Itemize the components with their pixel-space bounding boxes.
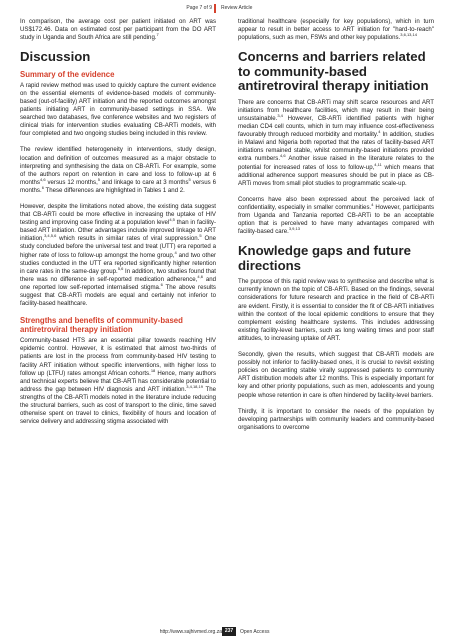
journal-url-link[interactable]: http://www.sajhivmed.org.za [159,629,222,635]
page-header [0,4,453,14]
continuation-paragraph: traditional healthcare (especially for key populations), which in turn appear to result in better access to ART initiation for "hard-to-reach" populations, such as men, FSWs and other key populations.$^{3,6,13,14}$ [238,18,434,42]
concerns-heading: Concerns and barriers related to community-based antiretroviral therapy initiation [238,49,429,94]
secondly-paragraph: Secondly, given the results, which suggest that CB-ARTi models are possibly not inferior to facility-based ones, it is crucial to revisit existing policies on decanting stable virally suppressed patients to community ART distribution models after 12 months. This is especially important for key and other priority populations, such as men, adolescents and young people whose retention in care is often hindered by facility-level barriers. [238,351,434,399]
concerns-paragraph: There are concerns that CB-ARTi may shift scarce resources and ART initiations from healthcare facilities, which may result in their being unsustainable.$^{3,4}$ However, CB-ARTi identified patients with higher median CD4 cell counts, which in turn may influence cost-effectiveness favourably through reduced morbidity and mortality.$^4$ In addition, studies in Malawi and Nigeria both reported that the rates of facility-based ART initiations remained stable, whilst community-based initiations provided extra numbers.$^{4,6}$ Another issue raised in the literature relates to the potential for increased rates of loss to follow-up,$^{4,11}$ which means that additional adherence support measures should be put in place as CB-ARTi moves from small pilot studies to programmatic scale-up. [238,98,435,187]
header-separator [214,4,216,13]
knowledge-gaps-paragraph: The purpose of this rapid review was to synthesise and describe what is currently known on the topic of CB-ARTi. Based on the findings, several considerations for future research and practice in the field of CB-ARTi are evident. Firstly, it is essential to consider the fit of CB-ARTi initiatives within the context of the local epidemic conditions to ensure that they complement existing healthcare systems. This includes addressing existing facility-level barriers, such as long waiting times and poor staff attitudes, to increasing uptake of ART. [238,278,434,342]
intro-paragraph: In comparison, the average cost per patient initiated on ART was US$172.46. Data on estimated cost per participant from the DO ART study in Uganda and South Africa are still pending.$^7$ [20,18,216,42]
page-footer [0,627,453,637]
page-number: 237 [222,627,236,636]
summary-heading: Summary of the evidence [20,69,115,79]
however-paragraph: However, despite the limitations noted above, the existing data suggest that CB-ARTi could be more effective in increasing the uptake of HIV testing and improving case finding at a population level$^{4,5}$ than in facility-based ART initiation. Other advantages include improved linkage to ART initiation,$^{3,4,5,6}$ which results in similar rates of viral suppression.$^5$ One study concluded before the universal test and treat (UTT) era reported a higher rate of loss to follow-up amongst the home group,$^4$ and two other studies conducted in the UTT era reported significantly higher retention in care rates in the same-day group.$^{5,6}$ In addition, two studies found that there was no difference in self-reported medication adherence,$^{4,6}$ and one reported low self-reported internalised stigma.$^6$ The above results suggest that CB-ARTi models are equal and certainly not inferior to facility-based healthcare. [20,203,216,308]
left-column [20,18,216,434]
heterogeneity-paragraph: The review identified heterogeneity in interventions, study design, location and definition of outcomes measured as a major obstacle to interpreting and synthesising the data on CB-ARTi. For example, some of the authors report on retention in care and loss to follow-up at 6 months$^{4,6}$ versus 12 months,$^5$ and linkage to care at 3 months$^5$ versus 6 months.$^6$ These differences are highlighted in Tables 1 and 2. [20,146,216,194]
knowledge-gaps-heading: Knowledge gaps and future directions [238,243,411,273]
article-type: Review Article [221,5,253,11]
page-indicator: Page 7 of 9 [186,5,212,11]
right-column [238,18,434,440]
thirdly-paragraph: Thirdly, it is important to consider the needs of the population by developing partnerships with community leaders and community-based organisations to overcome [238,407,434,431]
strengths-heading: Strengths and benefits of community-based antiretroviral therapy initiation [20,316,183,335]
confidentiality-paragraph: Concerns have also been expressed about the perceived lack of confidentiality, especially in smaller communities.$^4$ However, participants from Uganda and Tanzania reported CB-ARTi to be an acceptable option that is perceived to have many advantages compared with facility-based care.$^{3,9,13}$ [238,195,434,236]
open-access-label: Open Access [240,629,270,635]
discussion-heading: Discussion [20,49,91,65]
strengths-paragraph: Community-based HTS are an essential pillar towards reaching HIV epidemic control. However, it is estimated that almost two-thirds of patients are lost in the process from community-based HIV testing to facility ART initiation without specific interventions, with higher loss to follow up (LTFU) rates amongst African cohorts.$^{18}$ Hence, many authors and technical experts believe that CB-ARTi has considerable potential to address the gap between HIV diagnosis and ART initiation.$^{3,4,18,19}$ The strengths of the CB-ARTi models noted in the literature include reducing the structural barriers, such as cost of transport to the clinic, time saved otherwise spent on travel to clinics, flexibility of hours and location of service delivery and addressing stigma associated with [20,337,216,426]
summary-paragraph: A rapid review method was used to quickly capture the current evidence on the essential elements of evidence-based models of community-based (out-of-facility) ART initiation and the reported outcomes amongst patients initiating ART in community-based settings in SSA. We searched two databases, five conference websites and two registers of clinical trials for intervention studies evaluating CB-ARTi models, with four completed and two ongoing studies being included in this review. [20,81,216,138]
